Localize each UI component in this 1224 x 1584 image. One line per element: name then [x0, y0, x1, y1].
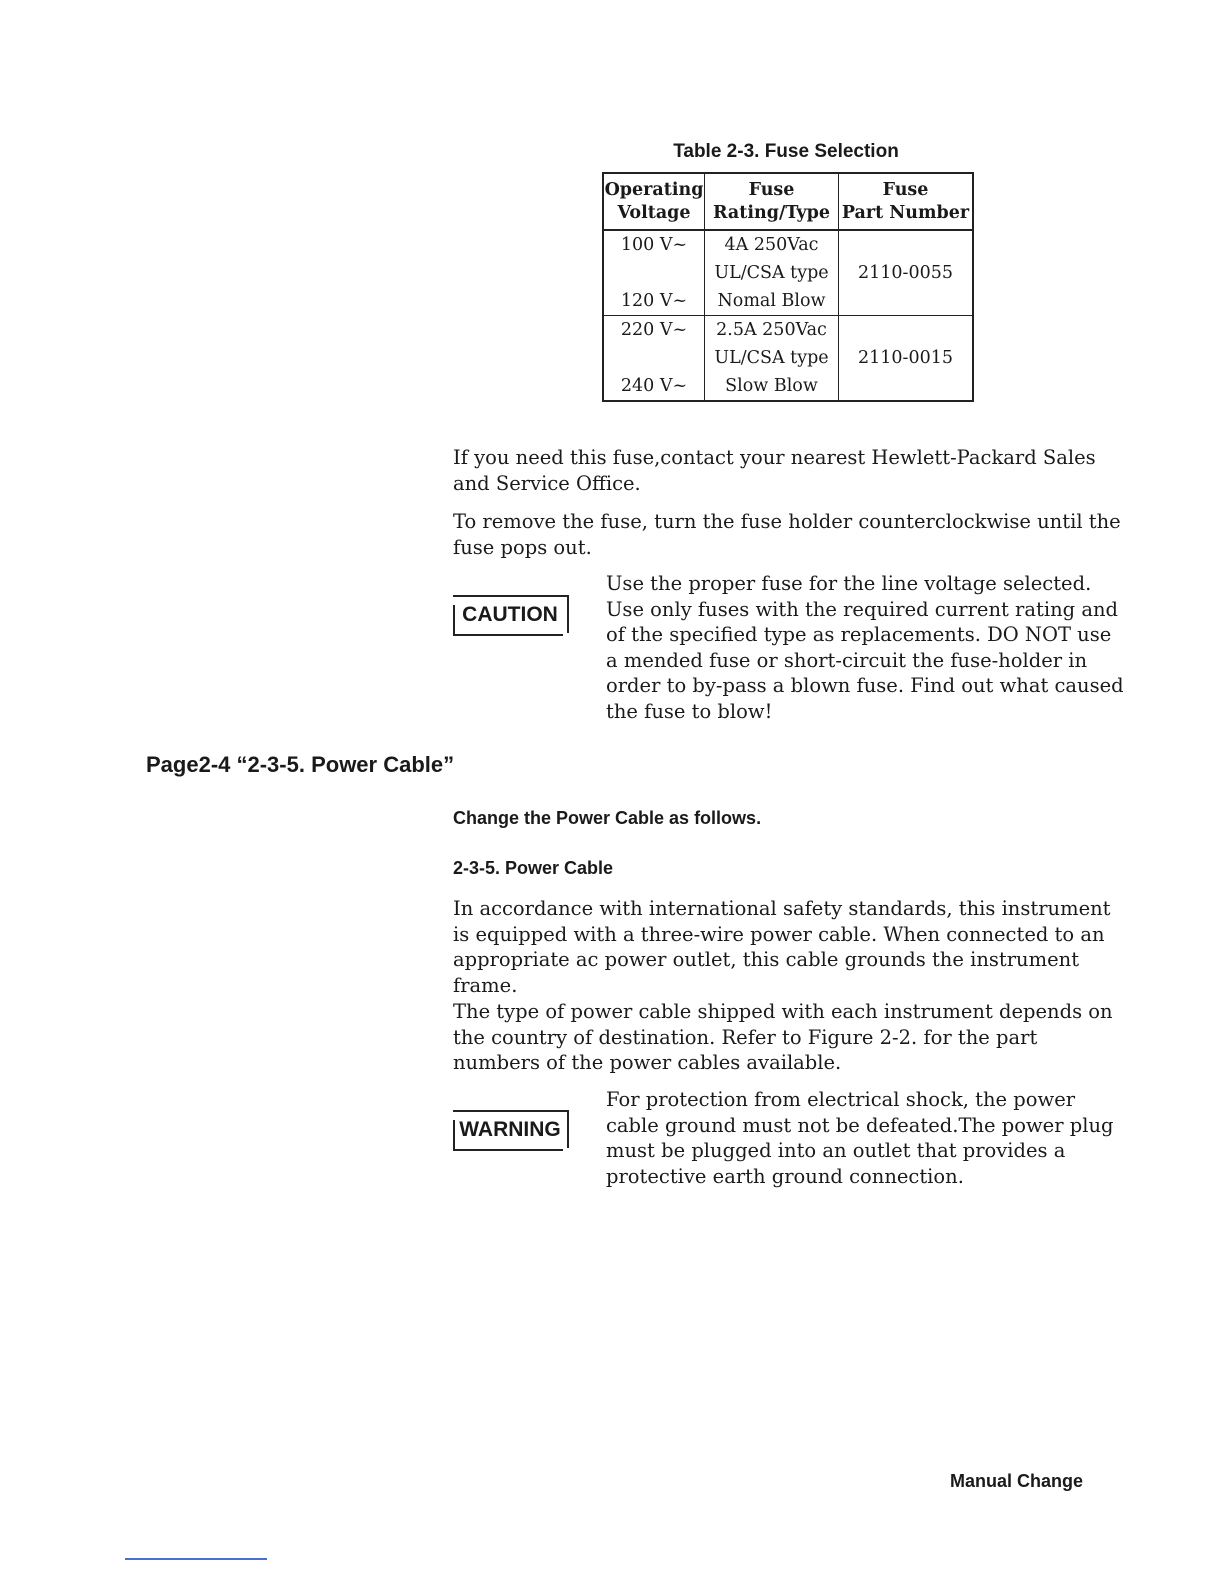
part-number-cell: 2110-0015	[839, 316, 974, 402]
table-header-row	[603, 173, 973, 230]
voltage-cell: 100 V~	[603, 230, 705, 259]
part-number-cell: 2110-0055	[839, 230, 974, 316]
table-row	[603, 230, 973, 259]
power-cable-heading: 2-3-5. Power Cable	[453, 858, 614, 878]
fuse-contact-paragraph: If you need this fuse,contact your nearest Hewlett-Packard Sales and Service Office.	[453, 446, 1096, 495]
fuse-remove-paragraph: To remove the fuse, turn the fuse holder counterclockwise until the fuse pops out.	[453, 510, 1121, 559]
bottom-rule	[125, 1558, 267, 1560]
table-row	[603, 316, 973, 345]
rating-cell: 4A 250Vac	[705, 230, 839, 259]
voltage-cell: 240 V~	[603, 372, 705, 401]
page-footer: Manual Change	[950, 1471, 1084, 1491]
voltage-cell	[603, 344, 705, 372]
section-reference-heading: Page2-4 “2-3-5. Power Cable”	[146, 752, 455, 777]
rating-cell: 2.5A 250Vac	[705, 316, 839, 345]
caution-text: Use the proper fuse for the line voltage selected. Use only fuses with the required current rating and of the specified type as replacements. DO NOT use a mended fuse or short-circuit the fuse-holder in order to by-pass a blown fuse. Find out what caused the fuse to blow!	[606, 572, 1124, 723]
caution-label: CAUTION	[453, 595, 569, 633]
fuse-selection-table	[602, 172, 974, 402]
voltage-cell	[603, 259, 705, 287]
rating-cell: UL/CSA type	[705, 344, 839, 372]
rating-cell: Nomal Blow	[705, 287, 839, 316]
rating-cell: Slow Blow	[705, 372, 839, 401]
header-part-number: Fuse Part Number	[839, 173, 974, 230]
warning-label: WARNING	[453, 1110, 569, 1148]
rating-cell: UL/CSA type	[705, 259, 839, 287]
warning-text: For protection from electrical shock, the power cable ground must not be defeated.The power plug must be plugged into an outlet that provides a protective earth ground connection.	[606, 1088, 1114, 1188]
change-instruction-heading: Change the Power Cable as follows.	[453, 808, 762, 828]
safety-standards-paragraph: In accordance with international safety standards, this instrument is equipped with a three-wire power cable. When connected to an appropriate ac power outlet, this cable grounds the instrument frame.	[453, 897, 1111, 997]
header-operating-voltage: Operating Voltage	[603, 173, 705, 230]
voltage-cell: 220 V~	[603, 316, 705, 345]
table-title: Table 2-3. Fuse Selection	[673, 141, 899, 162]
voltage-cell: 120 V~	[603, 287, 705, 316]
header-fuse-rating: Fuse Rating/Type	[705, 173, 839, 230]
cable-type-paragraph: The type of power cable shipped with each instrument depends on the country of destination. Refer to Figure 2-2. for the part numbers of the power cables available.	[453, 1000, 1113, 1074]
